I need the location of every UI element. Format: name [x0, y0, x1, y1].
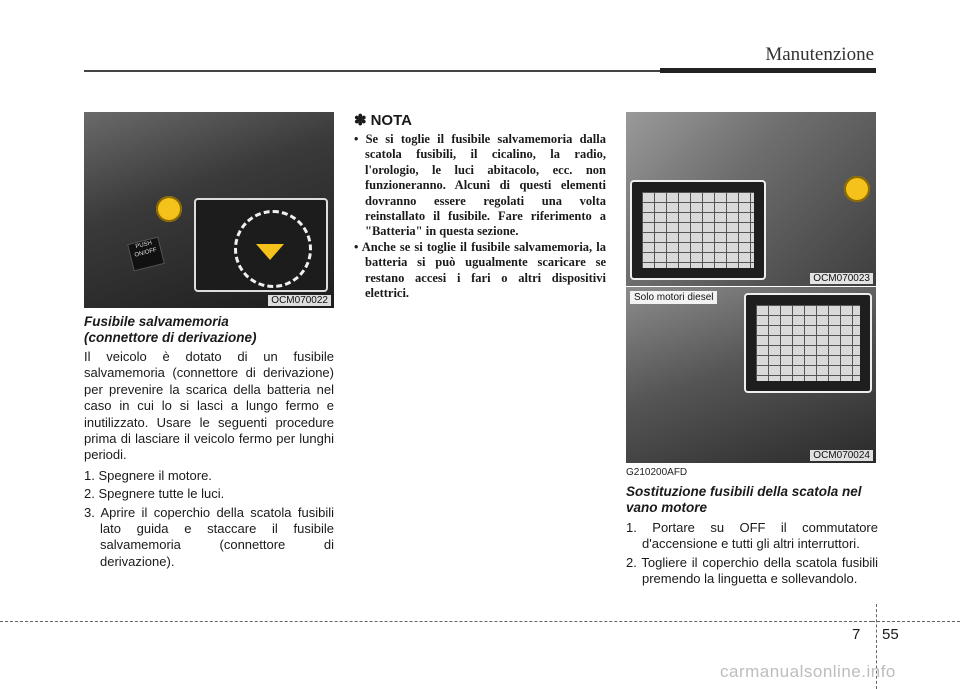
note-heading: ✽ NOTA	[354, 112, 412, 129]
steps-list	[626, 520, 878, 588]
page-number: 55	[882, 626, 899, 643]
pointer-arrow-icon	[156, 196, 182, 222]
list-item: • Anche se si toglie il fusibile salvamemoria, la batteria si può ugualmente scaricare se restano accesi i fari o altri dispositivi elettrici.	[354, 239, 606, 301]
photo-engine-fusebox	[626, 112, 876, 286]
photo-dashboard-fuse	[84, 112, 334, 308]
steps-list	[84, 468, 334, 570]
column-left	[84, 112, 334, 572]
photo-code: OCM070024	[810, 450, 873, 461]
photo-code: OCM070023	[810, 273, 873, 284]
header-rule-thick	[660, 68, 876, 73]
inset-fusebox	[630, 180, 766, 280]
chapter-number: 7	[852, 626, 861, 643]
footer-rule	[0, 621, 872, 622]
note-star-icon: ✽	[354, 112, 367, 129]
push-button-switch: PUSH ON/OFF	[127, 237, 165, 272]
inset-fuse-closeup	[194, 198, 328, 292]
list-item: 1. Portare su OFF il commutatore d'accensione e tutti gli altri interruttori.	[626, 520, 878, 552]
list-item: • Se si toglie il fusibile salvamemoria dalla scatola fusibili, il cicalino, la radio, l'orologio, le luci abitacolo, ecc. non funzioneranno. Alcuni di questi elementi dovranno essere regolati una volta reinstallato il fusibile. Fare riferimento a "Batteria" in questa sezione.	[354, 132, 606, 239]
note-list	[354, 132, 606, 301]
footer-rule	[872, 621, 960, 622]
inset-fusebox	[744, 293, 872, 393]
column-middle	[354, 112, 606, 301]
arrow-down-icon	[256, 244, 284, 260]
section-title: Sostituzione fusibili della scatola nel vano motore	[626, 484, 862, 515]
list-item: 2. Spegnere tutte le luci.	[84, 486, 225, 502]
list-item: 3. Aprire il coperchio della scatola fusibili lato guida e staccare il fusibile salvamemoria (connettore di derivazione).	[84, 504, 334, 569]
list-item: 1. Spegnere il motore.	[84, 467, 212, 483]
diesel-only-label: Solo motori diesel	[630, 291, 717, 304]
header-rule	[84, 70, 660, 72]
list-item: 2. Togliere il coperchio della scatola fusibili premendo la linguetta e sollevandolo.	[626, 554, 878, 587]
pointer-arrow-icon	[844, 176, 870, 202]
reference-code: G210200AFD	[626, 467, 688, 478]
section-title: Fusibile salvamemoria (connettore di derivazione)	[84, 314, 257, 345]
body-paragraph: Il veicolo è dotato di un fusibile salvamemoria (connettore di derivazione) per prevenire la scarica della batteria nel caso in cui lo si lasci a lungo fermo e inutilizzato. Usare le seguenti procedure prima di lasciare il veicolo fermo per lunghi periodi.	[84, 349, 334, 463]
watermark-text: carmanualsonline.info	[720, 662, 896, 681]
photo-code: OCM070022	[268, 295, 331, 306]
running-header-title: Manutenzione	[765, 44, 874, 65]
column-right	[626, 112, 878, 590]
photo-diesel-fusebox	[626, 287, 876, 463]
